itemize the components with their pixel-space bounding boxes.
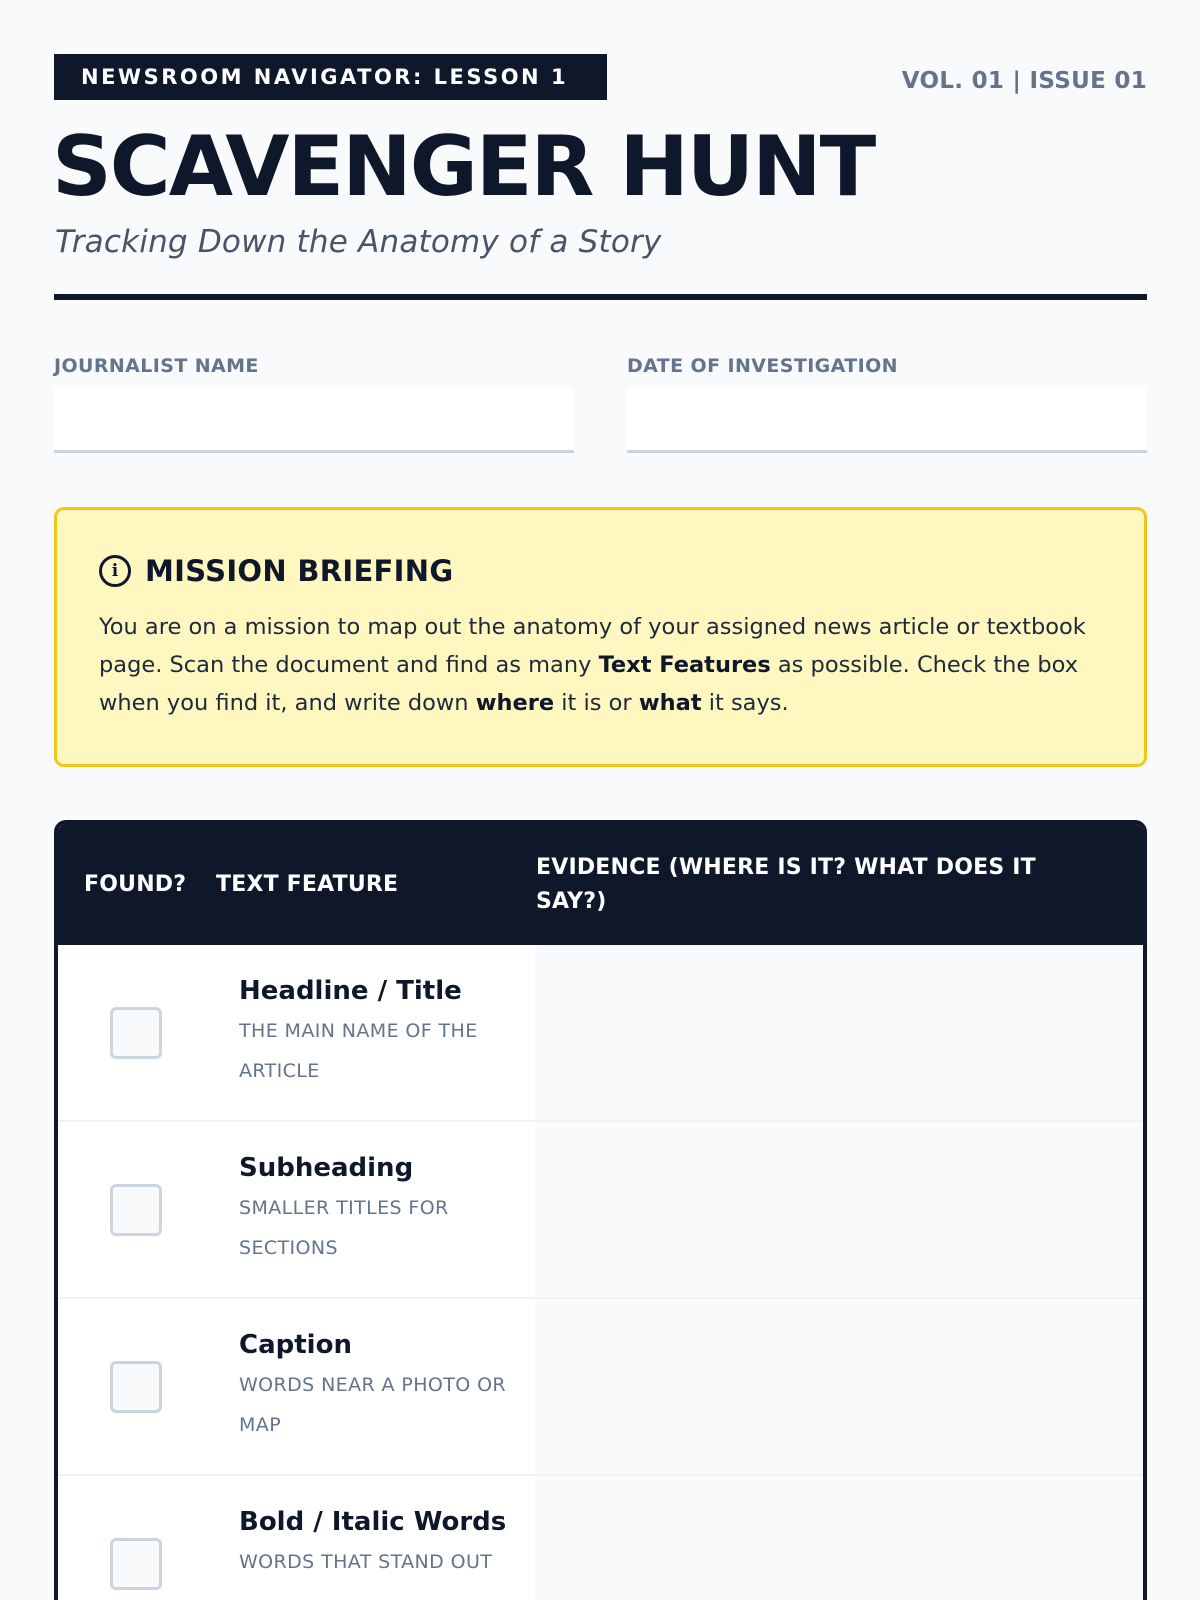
found-cell (58, 1476, 213, 1600)
column-header-found: FOUND? (84, 872, 187, 897)
evidence-cell[interactable] (535, 1299, 1143, 1474)
info-icon: i (99, 555, 131, 587)
investigation-date-label: DATE OF INVESTIGATION (627, 355, 898, 377)
found-cell (58, 1122, 213, 1297)
found-checkbox[interactable] (110, 1361, 162, 1413)
feature-name: Caption (239, 1330, 352, 1360)
evidence-cell[interactable] (535, 1476, 1143, 1600)
lesson-tag: NEWSROOM NAVIGATOR: LESSON 1 (54, 54, 607, 100)
header-divider (54, 294, 1147, 300)
page-subtitle: Tracking Down the Anatomy of a Story (55, 224, 662, 260)
feature-description: THE MAIN NAME OF THE ARTICLE (239, 1020, 478, 1082)
table-row (58, 1299, 1143, 1476)
investigation-date-field[interactable] (627, 387, 1147, 453)
evidence-cell[interactable] (535, 1122, 1143, 1297)
page-title: SCAVENGER HUNT (52, 118, 875, 215)
journalist-name-field[interactable] (54, 387, 574, 453)
found-checkbox[interactable] (110, 1007, 162, 1059)
column-header-feature: TEXT FEATURE (216, 872, 399, 897)
briefing-text: You are on a mission to map out the anatomy of your assigned news article or textbook page. Scan the document and find as many Text Features as possible. Check the box when you find it, and write down where it is or what it says. (99, 614, 1086, 716)
feature-name: Bold / Italic Words (239, 1507, 507, 1537)
briefing-header (99, 554, 1102, 588)
found-cell (58, 945, 213, 1120)
feature-description: WORDS THAT STAND OUT (239, 1551, 493, 1573)
table-row (58, 945, 1143, 1122)
column-header-evidence: EVIDENCE (WHERE IS IT? WHAT DOES IT SAY?) (536, 854, 1036, 914)
feature-cell (213, 1476, 535, 1600)
table-row (58, 1476, 1143, 1600)
text-features-table (54, 820, 1147, 1600)
table-row (58, 1122, 1143, 1299)
feature-cell (213, 1122, 535, 1297)
found-checkbox[interactable] (110, 1538, 162, 1590)
mission-briefing (54, 507, 1147, 767)
feature-cell (213, 1299, 535, 1474)
table-header (58, 824, 1143, 945)
feature-description: WORDS NEAR A PHOTO OR MAP (239, 1374, 507, 1436)
found-checkbox[interactable] (110, 1184, 162, 1236)
feature-description: SMALLER TITLES FOR SECTIONS (239, 1197, 449, 1259)
feature-name: Subheading (239, 1153, 414, 1183)
briefing-title: MISSION BRIEFING (145, 554, 454, 588)
issue-number: VOL. 01 | ISSUE 01 (901, 68, 1147, 94)
evidence-cell[interactable] (535, 945, 1143, 1120)
journalist-name-label: JOURNALIST NAME (54, 355, 259, 377)
feature-cell (213, 945, 535, 1120)
feature-name: Headline / Title (239, 976, 462, 1006)
found-cell (58, 1299, 213, 1474)
